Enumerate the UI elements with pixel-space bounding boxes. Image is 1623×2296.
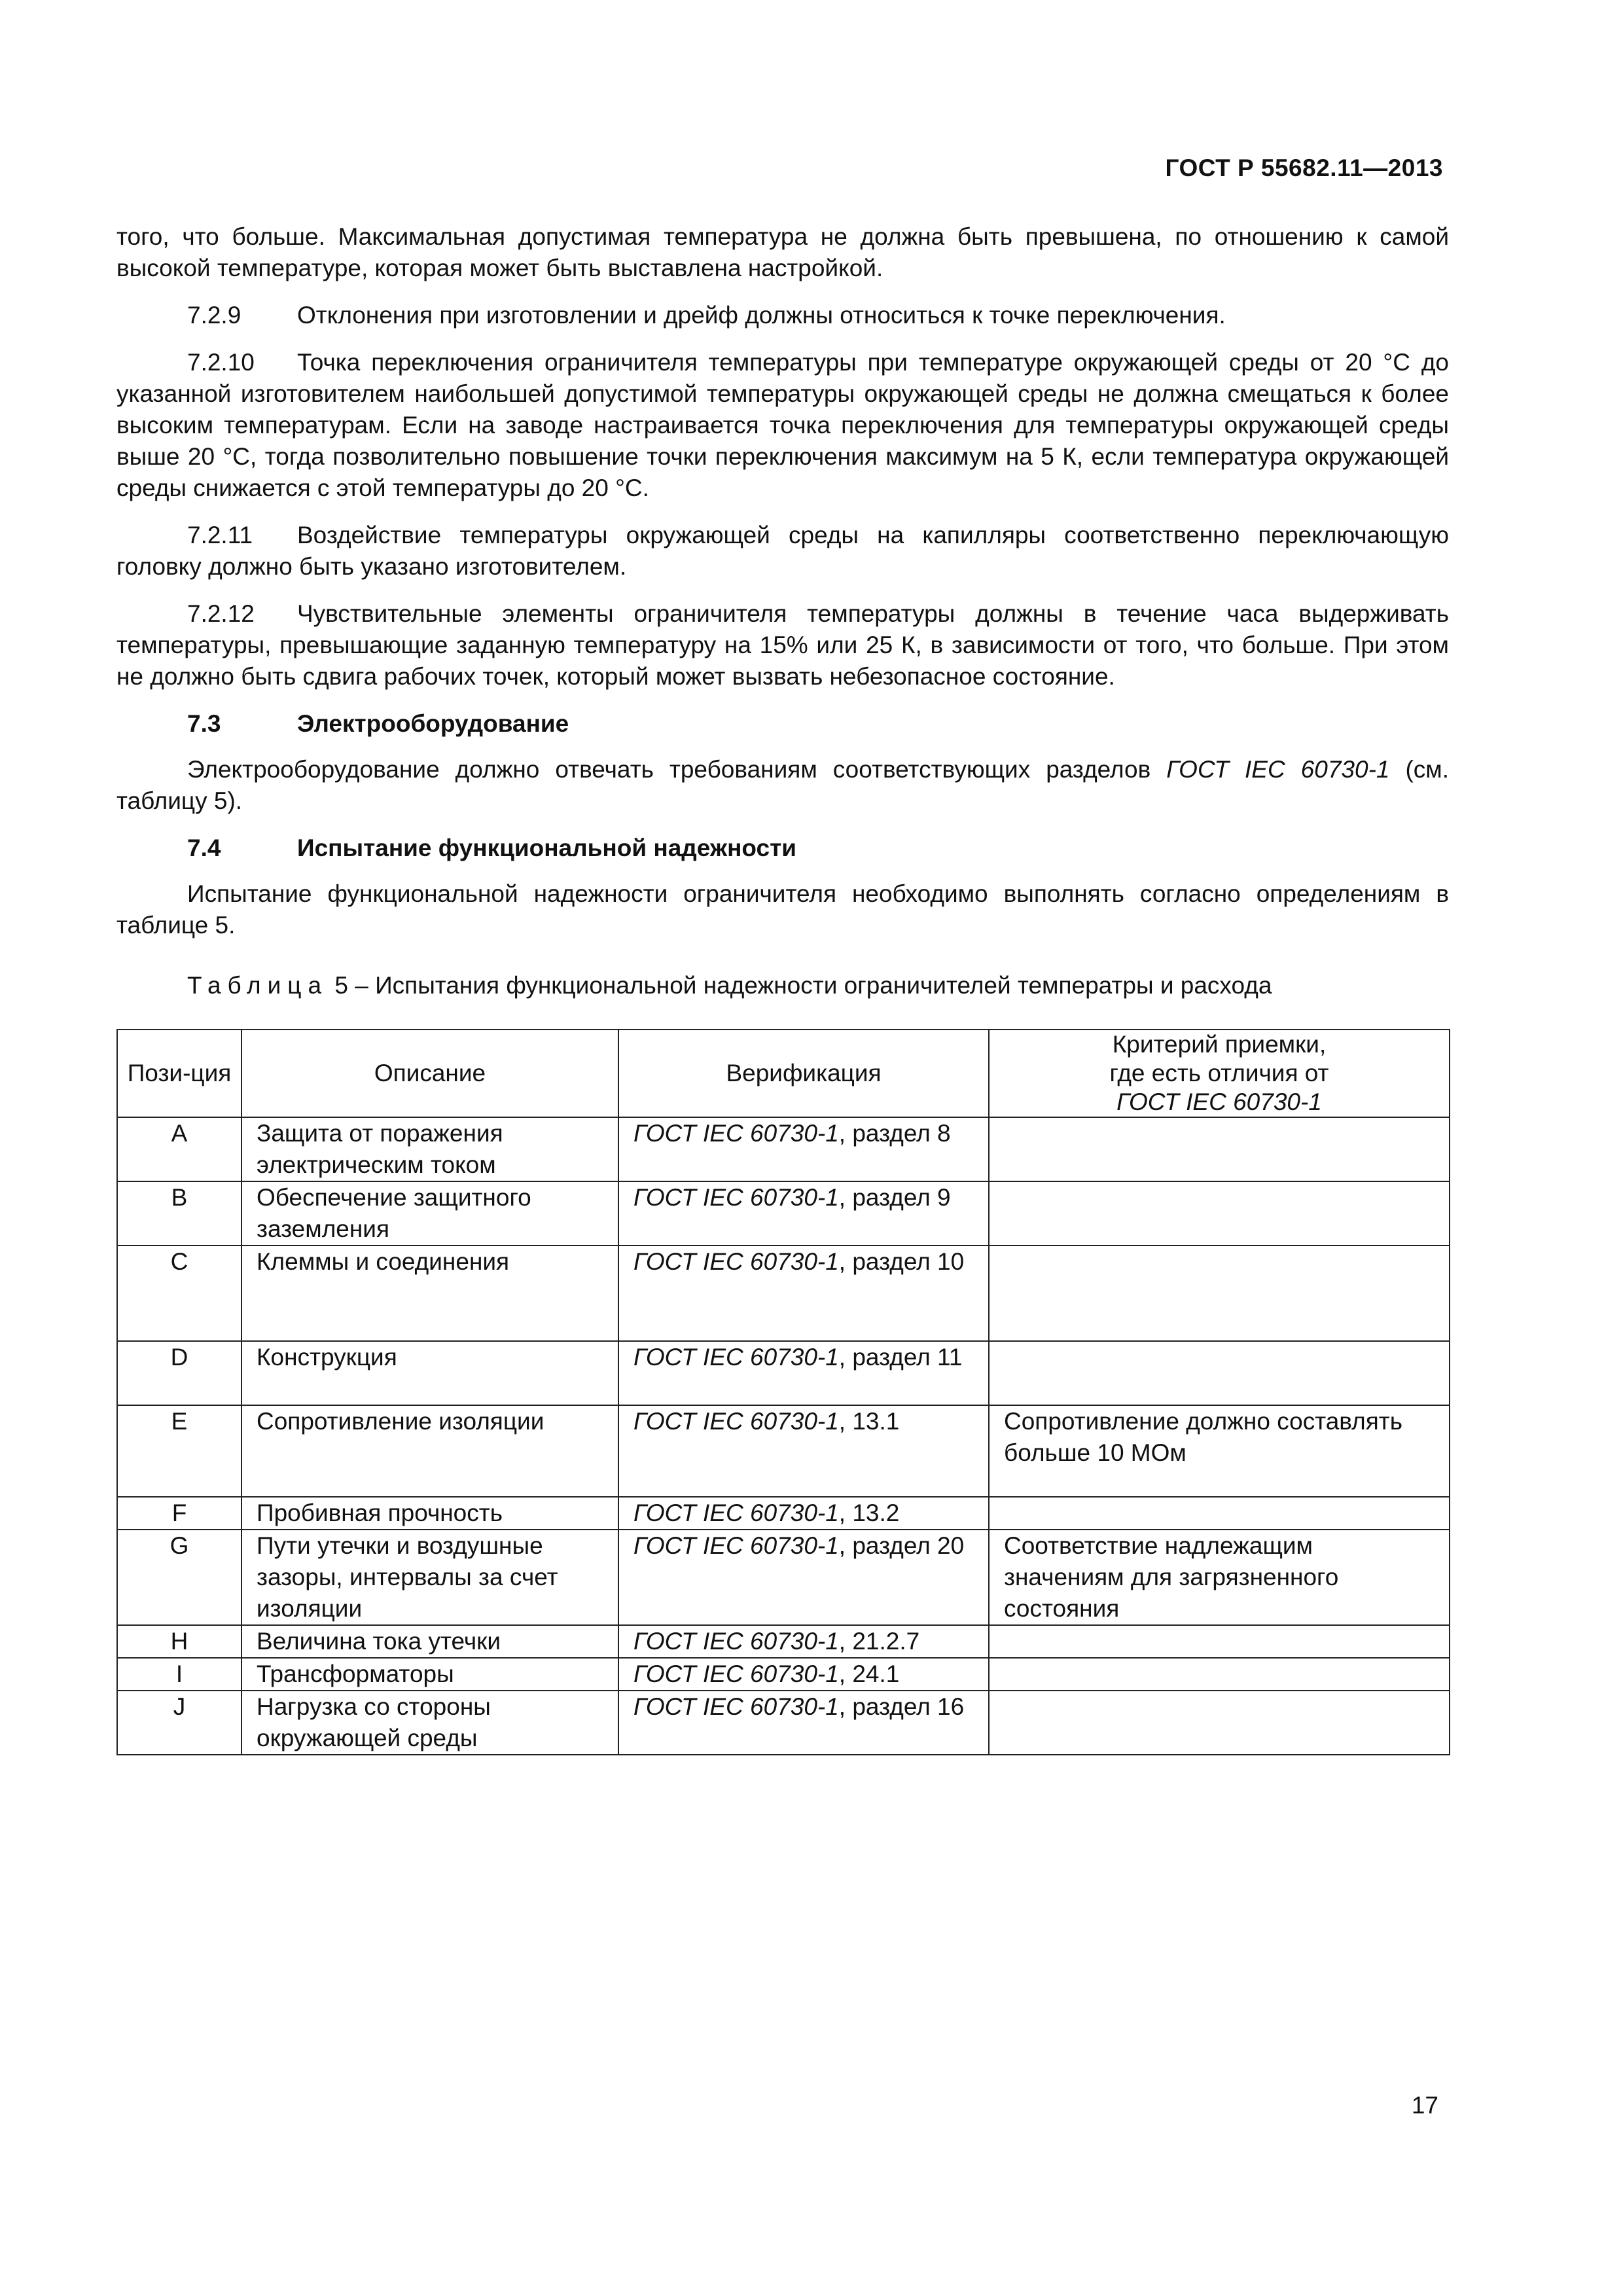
section-title: Электрооборудование bbox=[297, 710, 569, 737]
header-description: Описание bbox=[241, 1030, 618, 1117]
table-header-row bbox=[117, 1030, 1450, 1117]
table-row bbox=[117, 1530, 1450, 1625]
standard-reference: ГОСТ IEC 60730-1 bbox=[1166, 756, 1390, 783]
row-description: Обеспечение защитного заземления bbox=[241, 1181, 618, 1246]
row-verification bbox=[618, 1625, 989, 1658]
row-description: Нагрузка со стороны окружающей среды bbox=[241, 1691, 618, 1755]
row-description: Сопротивление изоляции bbox=[241, 1405, 618, 1497]
table-caption bbox=[116, 970, 1449, 1001]
clause-ref: , раздел 8 bbox=[838, 1120, 951, 1147]
row-position: E bbox=[117, 1405, 241, 1497]
clause-ref: , 21.2.7 bbox=[838, 1628, 920, 1655]
clause-7-2-11 bbox=[116, 520, 1449, 583]
row-criteria bbox=[989, 1246, 1450, 1341]
standard-reference: ГОСТ IEC 60730-1 bbox=[633, 1693, 839, 1720]
text-run: Электрооборудование должно отвечать требованиям соответствующих разделов bbox=[187, 756, 1167, 783]
clause-7-2-10 bbox=[116, 347, 1449, 504]
table-caption-text: 5 – Испытания функциональной надежности ограничителей температры и расхода bbox=[328, 972, 1272, 999]
table-row bbox=[117, 1405, 1450, 1497]
header-criteria-line1: Критерий приемки, bbox=[1112, 1031, 1327, 1058]
table-row bbox=[117, 1497, 1450, 1530]
table-row bbox=[117, 1625, 1450, 1658]
clause-ref: , раздел 11 bbox=[838, 1344, 963, 1371]
row-position: F bbox=[117, 1497, 241, 1530]
clause-number: 7.2.11 bbox=[187, 522, 253, 548]
header-criteria-ref: ГОСТ IEC 60730-1 bbox=[1116, 1088, 1322, 1115]
clause-text: Точка переключения ограничителя температуры при температуре окружающей среды от 20 °С до указанной изготовителем наибольшей допустимой температуры окружающей среды не должна смещаться к более высоким температурам. Если на заводе настраивается точка переключения для температуры окружающей среды выше 20 °С, тогда позволительно повышение точки переключения максимум на 5 К, если температура окружающей среды снижается с этой температуры до 20 °С. bbox=[116, 349, 1449, 501]
section-7-3-heading bbox=[116, 708, 1449, 740]
section-7-3-text bbox=[116, 754, 1449, 817]
section-number: 7.3 bbox=[187, 710, 221, 737]
clause-ref: , раздел 9 bbox=[838, 1184, 951, 1211]
section-7-4-text: Испытание функциональной надежности ограничителя необходимо выполнять согласно определениям в таблице 5. bbox=[116, 880, 1449, 939]
row-verification bbox=[618, 1246, 989, 1341]
functional-reliability-table bbox=[116, 1029, 1450, 1755]
row-verification bbox=[618, 1658, 989, 1691]
row-criteria bbox=[989, 1341, 1450, 1405]
row-description: Трансформаторы bbox=[241, 1658, 618, 1691]
row-criteria bbox=[989, 1117, 1450, 1181]
standard-reference: ГОСТ IEC 60730-1 bbox=[633, 1660, 839, 1687]
row-position: C bbox=[117, 1246, 241, 1341]
standard-reference: ГОСТ IEC 60730-1 bbox=[633, 1499, 839, 1526]
row-verification bbox=[618, 1497, 989, 1530]
section-number: 7.4 bbox=[187, 834, 221, 861]
text-run: (см. таблицу 5). bbox=[116, 756, 1450, 814]
row-verification bbox=[618, 1405, 989, 1497]
row-criteria: Сопротивление должно составлять больше 10 МОм bbox=[989, 1405, 1450, 1497]
clause-ref: , 13.1 bbox=[838, 1408, 900, 1435]
clause-ref: , раздел 16 bbox=[838, 1693, 965, 1720]
row-position: B bbox=[117, 1181, 241, 1246]
row-description: Пробивная прочность bbox=[241, 1497, 618, 1530]
clause-number: 7.2.10 bbox=[187, 349, 255, 376]
row-verification bbox=[618, 1691, 989, 1755]
row-verification bbox=[618, 1117, 989, 1181]
row-criteria bbox=[989, 1691, 1450, 1755]
section-title: Испытание функциональной надежности bbox=[297, 834, 796, 861]
row-criteria: Соответствие надлежащим значениям для загрязненного состояния bbox=[989, 1530, 1450, 1625]
header-verification: Верификация bbox=[618, 1030, 989, 1117]
row-position: I bbox=[117, 1658, 241, 1691]
document-id-header: ГОСТ Р 55682.11—2013 bbox=[1165, 154, 1443, 181]
table-row bbox=[117, 1658, 1450, 1691]
row-criteria bbox=[989, 1497, 1450, 1530]
table-row bbox=[117, 1246, 1450, 1341]
clause-7-2-12 bbox=[116, 598, 1449, 692]
header-criteria bbox=[989, 1030, 1450, 1117]
clause-text: Воздействие температуры окружающей среды на капилляры соответственно переключающую головку должно быть указано изготовителем. bbox=[116, 522, 1449, 580]
clause-number: 7.2.12 bbox=[187, 600, 255, 627]
clause-ref: , раздел 10 bbox=[838, 1248, 965, 1275]
row-criteria bbox=[989, 1658, 1450, 1691]
clause-ref: , 24.1 bbox=[838, 1660, 900, 1687]
row-verification bbox=[618, 1530, 989, 1625]
standard-reference: ГОСТ IEC 60730-1 bbox=[633, 1532, 839, 1559]
paragraph-continuation: того, что больше. Максимальная допустимая температура не должна быть превышена, по отношению к самой высокой температуре, которая может быть выставлена настройкой. bbox=[116, 223, 1449, 281]
row-position: J bbox=[117, 1691, 241, 1755]
section-7-4-heading bbox=[116, 833, 1449, 864]
page-number: 17 bbox=[1411, 2092, 1438, 2119]
standard-reference: ГОСТ IEC 60730-1 bbox=[633, 1344, 839, 1371]
row-position: G bbox=[117, 1530, 241, 1625]
table-caption-label: Таблица bbox=[187, 972, 329, 999]
table-row bbox=[117, 1117, 1450, 1181]
clause-number: 7.2.9 bbox=[187, 302, 241, 329]
table-row bbox=[117, 1181, 1450, 1246]
row-description: Клеммы и соединения bbox=[241, 1246, 618, 1341]
clause-text: Чувствительные элементы ограничителя температуры должны в течение часа выдерживать температуры, превышающие заданную температуру на 15% или 25 К, в зависимости от того, что больше. При этом не должно быть сдвига рабочих точек, который может вызвать небезопасное состояние. bbox=[116, 600, 1449, 690]
row-verification bbox=[618, 1341, 989, 1405]
row-description: Пути утечки и воздушные зазоры, интервалы за счет изоляции bbox=[241, 1530, 618, 1625]
standard-reference: ГОСТ IEC 60730-1 bbox=[633, 1184, 839, 1211]
row-position: D bbox=[117, 1341, 241, 1405]
clause-7-2-9 bbox=[116, 300, 1449, 331]
header-criteria-line2: где есть отличия от bbox=[1109, 1060, 1329, 1086]
table-row bbox=[117, 1691, 1450, 1755]
standard-reference: ГОСТ IEC 60730-1 bbox=[633, 1120, 839, 1147]
row-verification bbox=[618, 1181, 989, 1246]
page-content bbox=[116, 221, 1449, 1755]
row-description: Защита от поражения электрическим током bbox=[241, 1117, 618, 1181]
row-description: Величина тока утечки bbox=[241, 1625, 618, 1658]
row-criteria bbox=[989, 1625, 1450, 1658]
table-row bbox=[117, 1341, 1450, 1405]
header-position: Пози-ция bbox=[117, 1030, 241, 1117]
row-position: A bbox=[117, 1117, 241, 1181]
clause-text: Отклонения при изготовлении и дрейф должны относиться к точке переключения. bbox=[297, 302, 1226, 329]
standard-reference: ГОСТ IEC 60730-1 bbox=[633, 1628, 839, 1655]
standard-reference: ГОСТ IEC 60730-1 bbox=[633, 1408, 839, 1435]
row-criteria bbox=[989, 1181, 1450, 1246]
clause-ref: , раздел 20 bbox=[838, 1532, 965, 1559]
row-position: H bbox=[117, 1625, 241, 1658]
standard-reference: ГОСТ IEC 60730-1 bbox=[633, 1248, 839, 1275]
clause-ref: , 13.2 bbox=[838, 1499, 900, 1526]
row-description: Конструкция bbox=[241, 1341, 618, 1405]
